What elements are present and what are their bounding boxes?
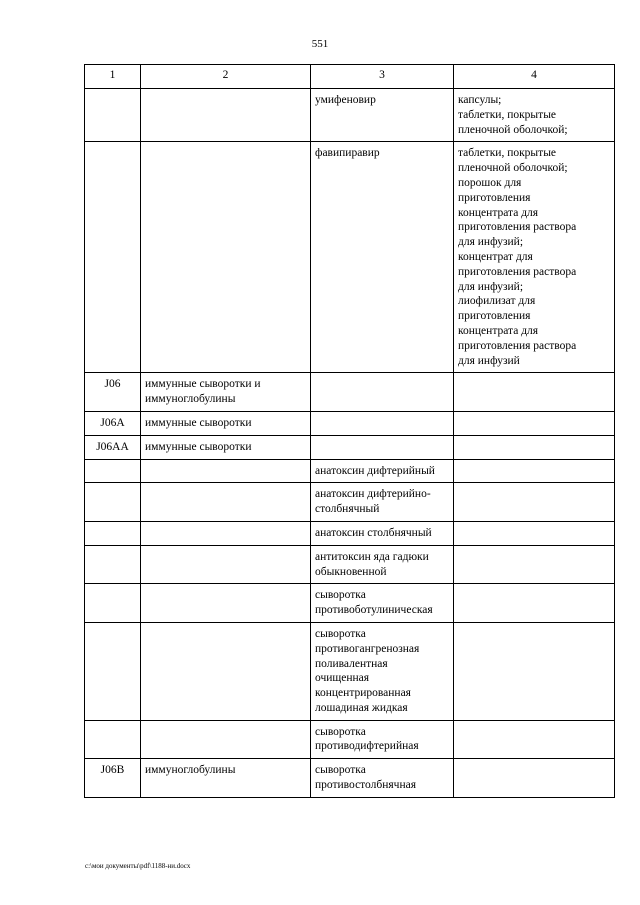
- drug-name-cell: анатоксин дифтерийно- столбнячный: [311, 483, 454, 522]
- drug-name-cell: антитоксин яда гадюки обыкновенной: [311, 545, 454, 584]
- atc-code-cell: J06A: [85, 411, 141, 435]
- drug-name-cell: [311, 373, 454, 412]
- atc-code-cell: [85, 483, 141, 522]
- table-header-row: [85, 65, 615, 89]
- table-row: [85, 89, 615, 142]
- table-row: [85, 759, 615, 798]
- dosage-forms-cell: [454, 759, 615, 798]
- group-name-cell: [141, 483, 311, 522]
- group-name-cell: [141, 459, 311, 483]
- drug-name-cell: фавипиравир: [311, 142, 454, 373]
- group-name-cell: иммуноглобулины: [141, 759, 311, 798]
- dosage-forms-cell: [454, 435, 615, 459]
- atc-code-cell: [85, 720, 141, 759]
- group-name-cell: [141, 89, 311, 142]
- dosage-forms-cell: таблетки, покрытые пленочной оболочкой; порошок для приготовления концентрата для приготовления раствора для инфузий; концентрат для приготовления раствора для инфузий; лиофилизат для приготовления концентрата для приготовления раствора для инфузий: [454, 142, 615, 373]
- drug-name-cell: анатоксин столбнячный: [311, 521, 454, 545]
- drug-name-cell: [311, 435, 454, 459]
- table-row: [85, 435, 615, 459]
- column-header: 2: [141, 65, 311, 89]
- table-row: [85, 142, 615, 373]
- atc-code-cell: [85, 459, 141, 483]
- table-row: [85, 459, 615, 483]
- atc-code-cell: [85, 521, 141, 545]
- group-name-cell: [141, 720, 311, 759]
- drug-name-cell: умифеновир: [311, 89, 454, 142]
- group-name-cell: иммунные сыворотки и иммуноглобулины: [141, 373, 311, 412]
- group-name-cell: иммунные сыворотки: [141, 411, 311, 435]
- group-name-cell: иммунные сыворотки: [141, 435, 311, 459]
- dosage-forms-cell: [454, 411, 615, 435]
- dosage-forms-cell: [454, 545, 615, 584]
- table-row: [85, 720, 615, 759]
- drug-name-cell: сыворотка противоботулиническая: [311, 584, 454, 623]
- drug-name-cell: анатоксин дифтерийный: [311, 459, 454, 483]
- drug-name-cell: сыворотка противодифтерийная: [311, 720, 454, 759]
- group-name-cell: [141, 142, 311, 373]
- dosage-forms-cell: [454, 373, 615, 412]
- dosage-forms-cell: [454, 459, 615, 483]
- group-name-cell: [141, 584, 311, 623]
- dosage-forms-cell: [454, 720, 615, 759]
- drug-name-cell: сыворотка противостолбнячная: [311, 759, 454, 798]
- table-row: [85, 483, 615, 522]
- atc-code-cell: [85, 584, 141, 623]
- column-header: 3: [311, 65, 454, 89]
- table-row: [85, 521, 615, 545]
- footer-file-path: c:\мои документы\pdf\1188-ни.docx: [85, 862, 191, 870]
- table-row: [85, 411, 615, 435]
- table-row: [85, 584, 615, 623]
- table-row: [85, 622, 615, 720]
- group-name-cell: [141, 545, 311, 584]
- column-header: 1: [85, 65, 141, 89]
- atc-code-cell: J06AA: [85, 435, 141, 459]
- dosage-forms-cell: [454, 584, 615, 623]
- dosage-forms-cell: капсулы; таблетки, покрытые пленочной оболочкой;: [454, 89, 615, 142]
- drug-table: [84, 64, 615, 798]
- group-name-cell: [141, 521, 311, 545]
- dosage-forms-cell: [454, 521, 615, 545]
- atc-code-cell: [85, 545, 141, 584]
- atc-code-cell: [85, 142, 141, 373]
- table-body: [85, 89, 615, 798]
- dosage-forms-cell: [454, 622, 615, 720]
- column-header: 4: [454, 65, 615, 89]
- atc-code-cell: [85, 622, 141, 720]
- group-name-cell: [141, 622, 311, 720]
- page-number: 551: [311, 38, 329, 50]
- table-row: [85, 373, 615, 412]
- atc-code-cell: [85, 89, 141, 142]
- drug-name-cell: [311, 411, 454, 435]
- atc-code-cell: J06B: [85, 759, 141, 798]
- drug-name-cell: сыворотка противогангренозная поливалентная очищенная концентрированная лошадиная жидкая: [311, 622, 454, 720]
- table-row: [85, 545, 615, 584]
- dosage-forms-cell: [454, 483, 615, 522]
- atc-code-cell: J06: [85, 373, 141, 412]
